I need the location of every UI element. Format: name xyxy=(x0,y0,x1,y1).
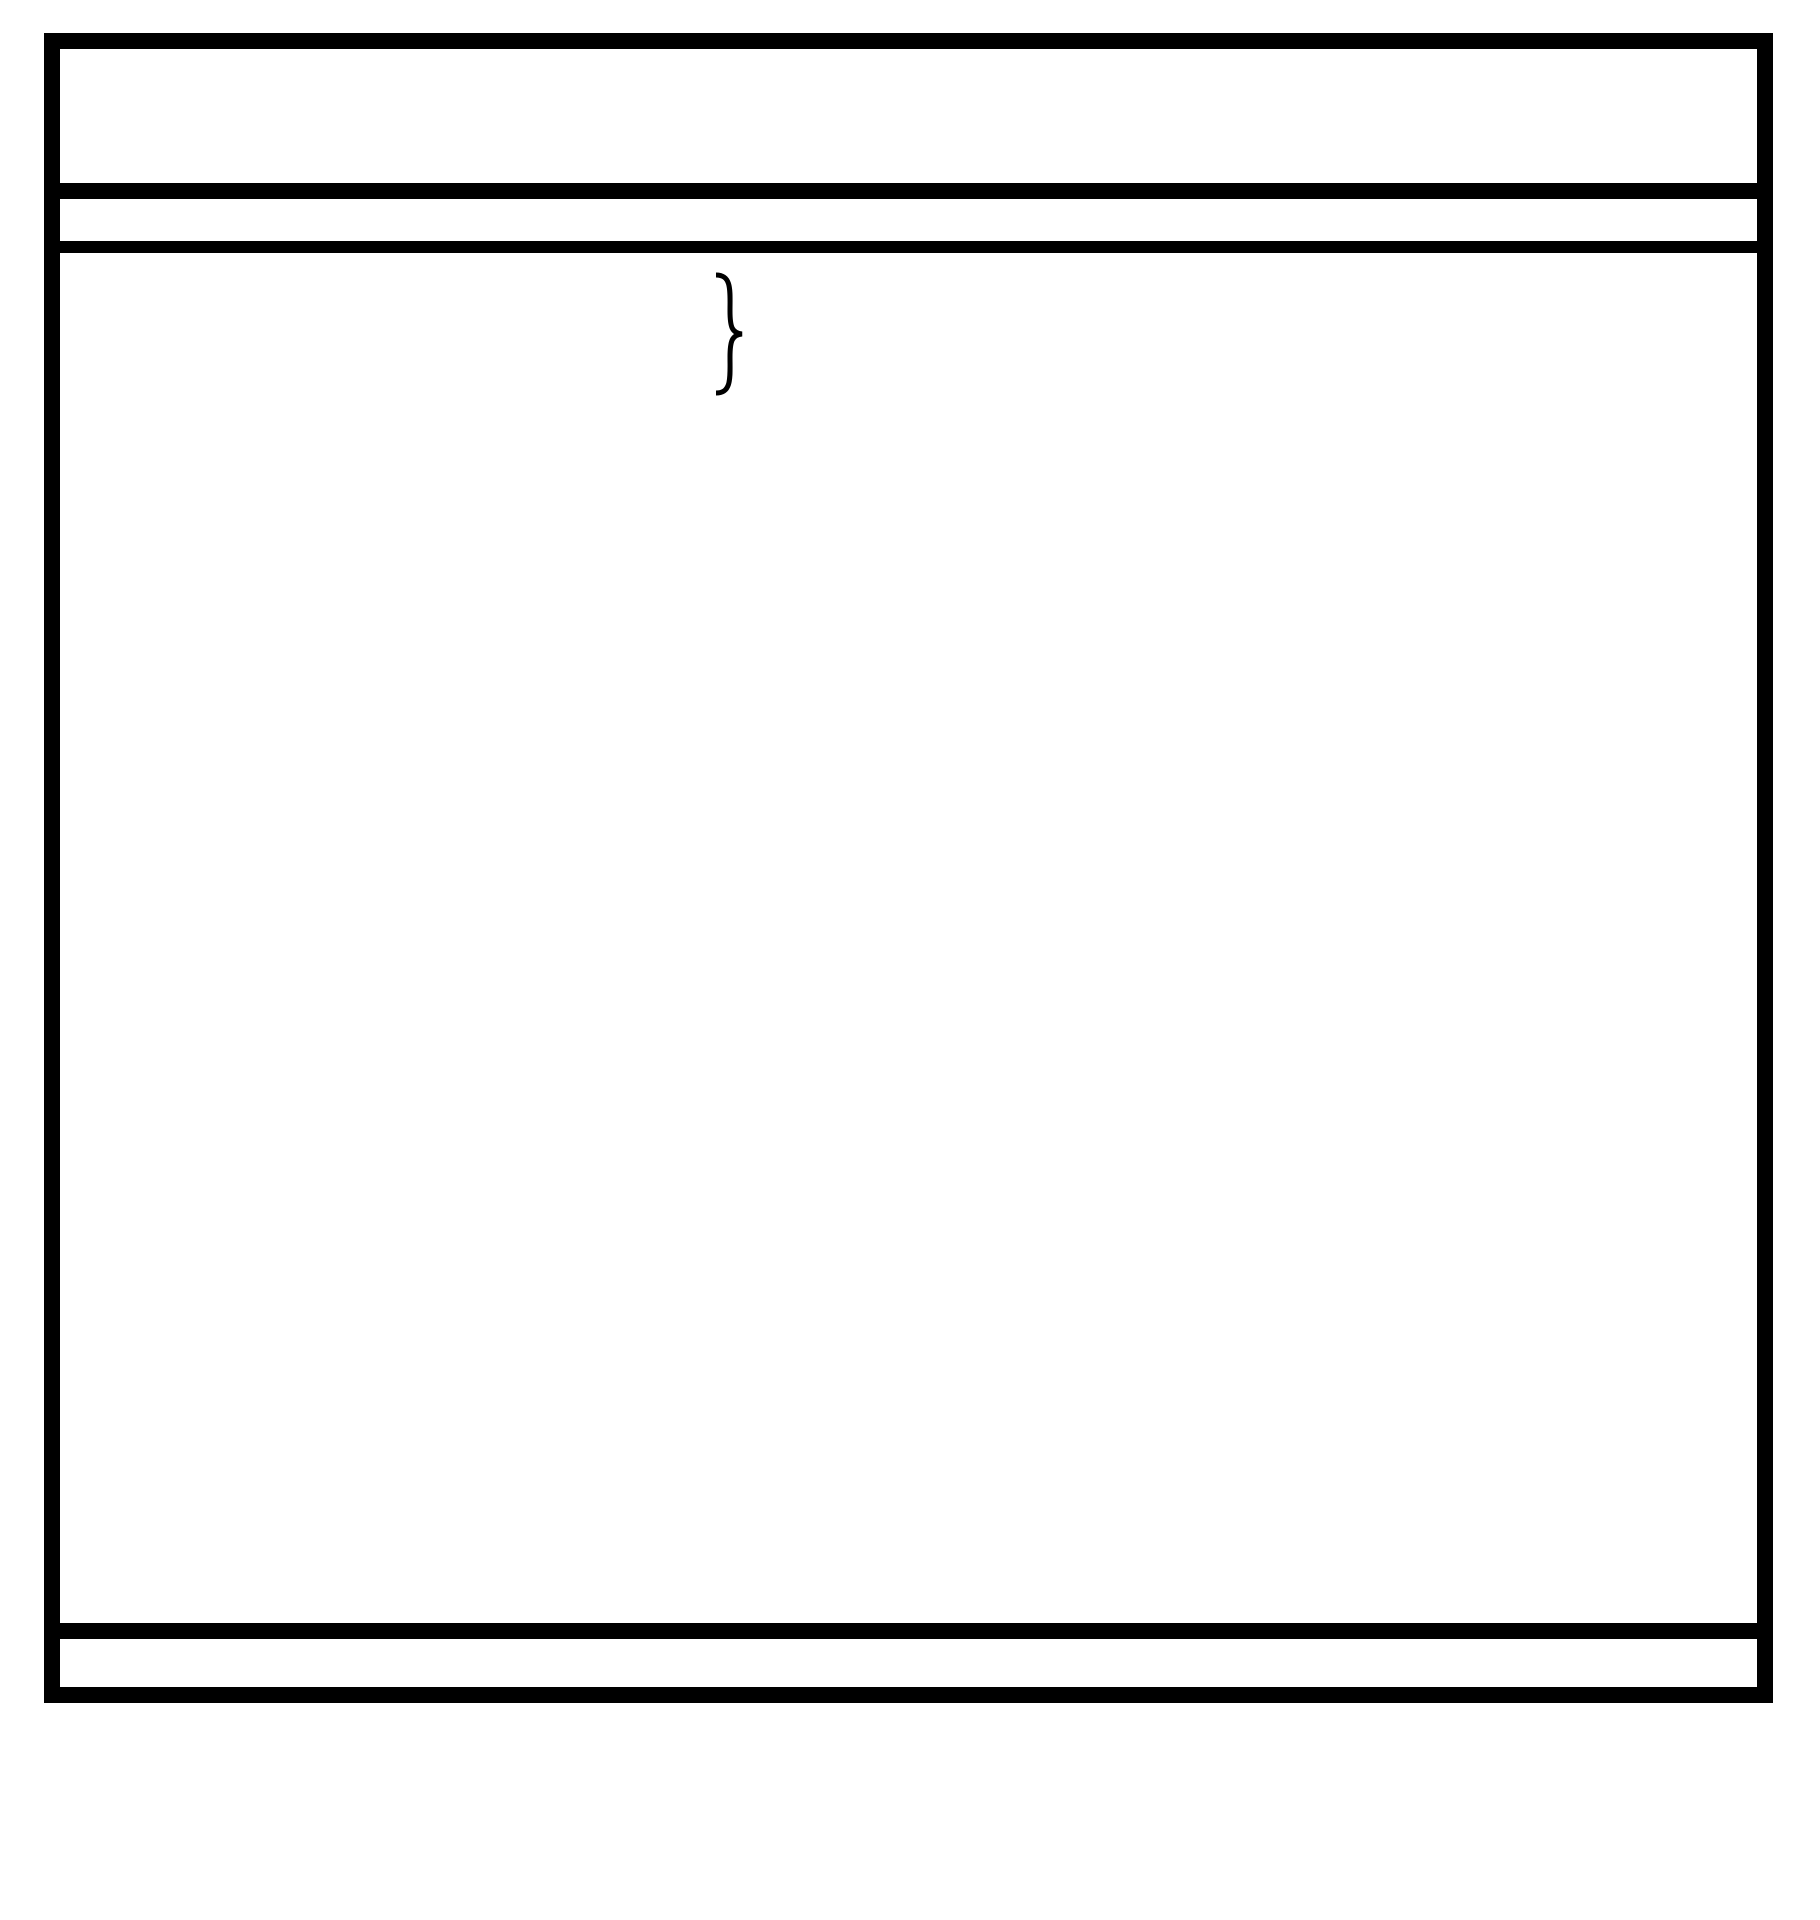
serving-info xyxy=(80,141,130,180)
supplement-facts-panel xyxy=(44,33,1773,1703)
nutrient-table xyxy=(60,253,1757,1623)
footnote-section xyxy=(60,1639,1757,1687)
carotenoid-complex-label xyxy=(158,703,278,863)
brace-icon xyxy=(708,271,748,397)
column-header xyxy=(60,199,1757,241)
title-section xyxy=(60,49,1757,183)
